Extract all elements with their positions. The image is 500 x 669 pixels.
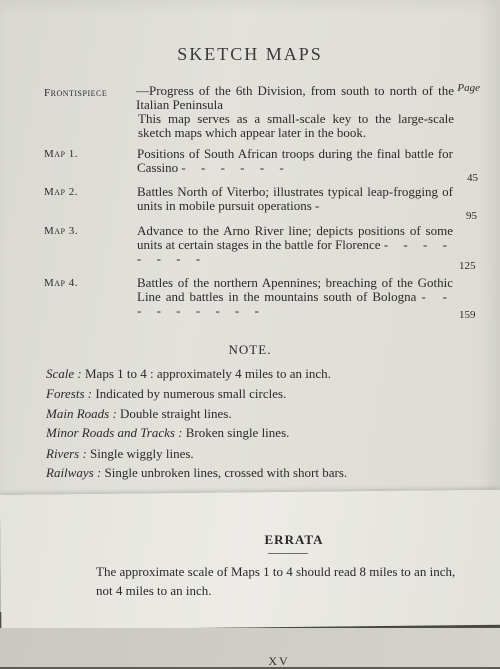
note-value: Single unbroken lines, crossed with short bars. — [104, 465, 348, 480]
errata-slip — [0, 490, 500, 630]
leader-dots: - - - - - - - - — [137, 237, 453, 266]
note-value: Broken single lines. — [185, 425, 290, 440]
note-key: Main Roads : — [46, 406, 117, 421]
note-main-roads — [46, 406, 232, 422]
entry-label: Map 2. — [44, 186, 79, 198]
errata-title: ERRATA — [264, 532, 324, 547]
entry-page: 125 — [459, 260, 476, 272]
note-key: Scale : — [46, 366, 82, 381]
entry-text — [137, 185, 453, 213]
entry-text — [137, 224, 453, 266]
note-rivers — [46, 446, 194, 462]
map-4-entry — [44, 276, 484, 322]
entry-label: Frontispiece — [44, 87, 108, 99]
entry-page: 45 — [467, 172, 478, 184]
map-1-entry — [44, 147, 484, 187]
entry-subtext: This map serves as a small-scale key to the large-scale sketch maps which appear later in the book. — [138, 111, 454, 140]
note-railways — [46, 465, 347, 481]
note-heading: NOTE. — [228, 342, 272, 357]
entry-text: —Progress of the 6th Division, from south to north of the Italian Peninsula — [136, 83, 454, 112]
note-forests — [46, 386, 286, 402]
note-scale — [46, 366, 331, 382]
entry-text-content: Positions of South African troops during the final battle for Cassino — [137, 146, 453, 175]
entry-label: Map 4. — [44, 277, 79, 289]
map-2-entry — [44, 185, 484, 225]
map-3-entry — [44, 224, 484, 270]
errata-divider — [268, 553, 308, 554]
entry-text-content: Battles of the northern Apennines; breaching of the Gothic Line and battles in the mountains south of Bologna — [137, 275, 453, 304]
note-key: Railways : — [46, 465, 102, 480]
page-column-heading: Page — [457, 82, 480, 94]
note-key: Forests : — [46, 386, 93, 401]
note-minor-roads — [46, 425, 289, 441]
note-value: Maps 1 to 4 : approximately 4 miles to an inch. — [84, 366, 331, 381]
entry-text — [137, 147, 453, 175]
page-number: XV — [268, 654, 290, 668]
entry-page: 95 — [466, 210, 477, 222]
leader-dots: - — [315, 198, 326, 213]
entry-text-content: Battles North of Viterbo; illustrates typical leap-frogging of units in mobile pursuit operations — [137, 184, 453, 213]
errata-text: The approximate scale of Maps 1 to 4 should read 8 miles to an inch, not 4 miles to an inch. — [96, 564, 456, 598]
page-title: SKETCH MAPS — [177, 44, 323, 64]
entry-label: Map 3. — [44, 225, 79, 237]
note-value: Single wiggly lines. — [90, 446, 194, 461]
note-value: Indicated by numerous small circles. — [95, 386, 287, 401]
note-value: Double straight lines. — [120, 406, 232, 421]
entry-label: Map 1. — [44, 148, 79, 160]
note-key: Minor Roads and Tracks : — [46, 425, 183, 440]
leader-dots: - - - - - - - - - — [137, 289, 453, 318]
entry-text — [137, 276, 453, 318]
leader-dots: - - - - - - — [181, 160, 290, 175]
entry-text-content: Advance to the Arno River line; depicts positions of some units at certain stages in the battle for Florence — [137, 223, 453, 252]
note-key: Rivers : — [46, 446, 87, 461]
entry-page: 159 — [459, 309, 476, 321]
